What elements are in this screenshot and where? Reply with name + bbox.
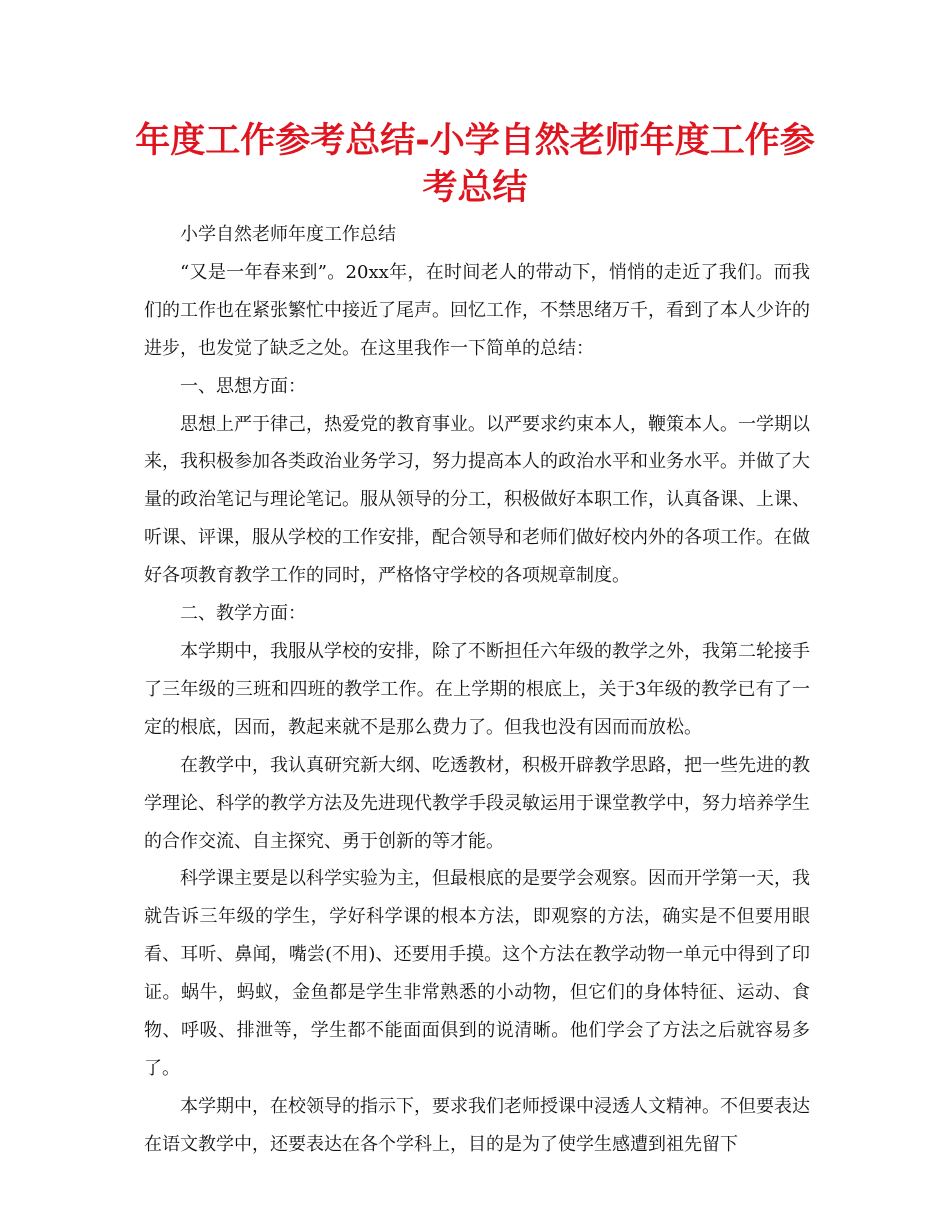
subtitle-paragraph: 小学自然老师年度工作总结 bbox=[180, 224, 396, 245]
document-body bbox=[144, 216, 810, 1164]
section-heading-teaching: 二、教学方面： bbox=[180, 603, 306, 625]
teaching-paragraph-1: 本学期中，我服从学校的安排，除了不断担任六年级的教学之外，我第二轮接手了三年级的三班和四班的教学工作。在上学期的根底上，关于3年级的教学已有了一定的根底，因而，教起来就不是那么费力了。但我也没有因而而放松。 bbox=[144, 640, 810, 738]
intro-paragraph: “又是一年春来到”。20xx年，在时间老人的带动下，悄悄的走近了我们。而我们的工作也在紧张繁忙中接近了尾声。回忆工作，不禁思绪万千，看到了本人少许的进步，也发觉了缺乏之处。在这里我作一下简单的总结： bbox=[144, 261, 810, 359]
teaching-paragraph-3: 科学课主要是以科学实验为主，但最根底的是要学会观察。因而开学第一天，我就告诉三年级的学生，学好科学课的根本方法，即观察的方法，确实是不但要用眼看、耳听、鼻闻，嘴尝(不用)、还要用手摸。这个方法在教学动物一单元中得到了印证。蜗牛，蚂蚁，金鱼都是学生非常熟悉的小动物，但它们的身体特征、运动、食物、呼吸、排泄等，学生都不能面面俱到的说清晰。他们学会了方法之后就容易多了。 bbox=[144, 868, 810, 1079]
teaching-paragraph-2: 在教学中，我认真研究新大纲、吃透教材，积极开辟教学思路，把一些先进的教学理论、科学的教学方法及先进现代教学手段灵敏运用于课堂教学中，努力培养学生的合作交流、自主探究、勇于创新的等才能。 bbox=[144, 754, 810, 852]
teaching-paragraph-4: 本学期中，在校领导的指示下，要求我们老师授课中浸透人文精神。不但要表达在语文教学中，还要表达在各个学科上，目的是为了使学生感遭到祖先留下 bbox=[144, 1095, 810, 1155]
document-title: 年度工作参考总结-小学自然老师年度工作参考总结 bbox=[135, 121, 815, 208]
thought-paragraph: 思想上严于律己，热爱党的教育事业。以严要求约束本人，鞭策本人。一学期以来，我积极参加各类政治业务学习，努力提高本人的政治水平和业务水平。并做了大量的政治笔记与理论笔记。服从领导的分工，积极做好本职工作，认真备课、上课、听课、评课，服从学校的工作安排，配合领导和老师们做好校内外的各项工作。在做好各项教育教学工作的同时，严格恪守学校的各项规章制度。 bbox=[144, 413, 810, 587]
section-heading-thought: 一、思想方面： bbox=[180, 375, 306, 397]
